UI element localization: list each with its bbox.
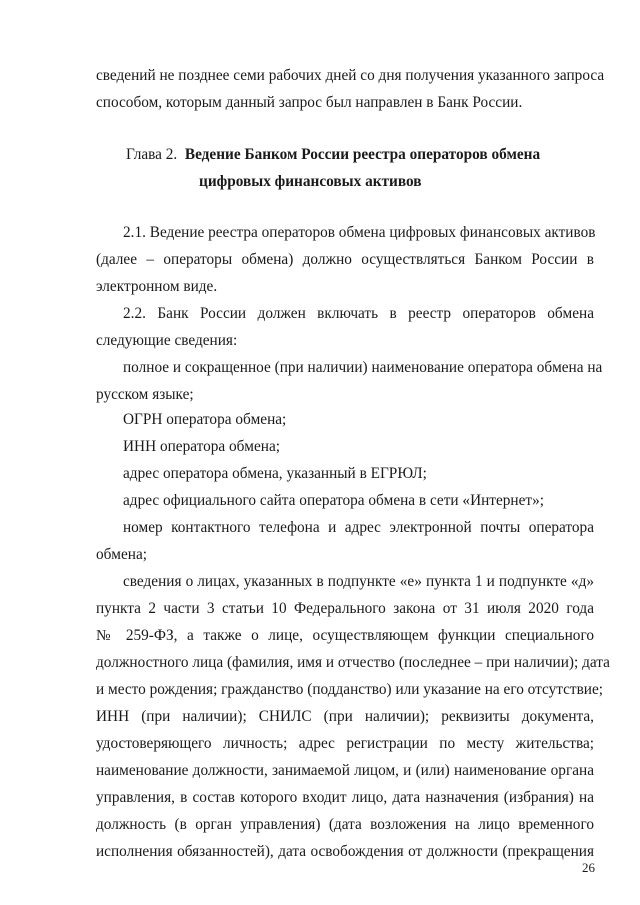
paragraph-line: (далее – операторы обмена) должно осуществляться Банком России в xyxy=(96,251,594,268)
paragraph-line: номер контактного телефона и адрес электронной почты оператора xyxy=(123,519,594,536)
paragraph-line: исполнения обязанностей), дата освобождения от должности (прекращения xyxy=(96,843,594,860)
intro-line-1: сведений не позднее семи рабочих дней со дня получения указанного запроса xyxy=(96,67,605,84)
paragraph-line: сведения о лицах, указанных в подпункте «е» пункта 1 и подпункте «д» xyxy=(123,573,594,590)
paragraph-line: и место рождения; гражданство (подданство) или указание на его отсутствие; xyxy=(96,681,604,698)
paragraph-line: № 259-ФЗ, а также о лице, осуществляющем функции специального xyxy=(96,627,594,644)
paragraph-line: должностного лица (фамилия, имя и отчество (последнее – при наличии); дата xyxy=(96,654,610,671)
page-number: 26 xyxy=(582,860,595,875)
paragraph-line: электронном виде. xyxy=(96,278,218,295)
paragraph-line: обмена; xyxy=(96,546,147,563)
paragraph-line: следующие сведения: xyxy=(96,332,238,349)
paragraph-line: полное и сокращенное (при наличии) наименование оператора обмена на xyxy=(123,359,603,376)
paragraph-line: должность (в орган управления) (дата возложения на лицо временного xyxy=(96,816,594,833)
chapter-title-line-1: Ведение Банком России реестра операторов обмена xyxy=(184,146,541,163)
paragraph-line: управления, в состав которого входит лицо, дата назначения (избрания) на xyxy=(96,789,594,806)
paragraph-line: ИНН (при наличии); СНИЛС (при наличии); реквизиты документа, xyxy=(96,708,594,725)
paragraph-line: 2.2. Банк России должен включать в реестр операторов обмена xyxy=(123,305,594,322)
intro-line-2: способом, которым данный запрос был направлен в Банк России. xyxy=(96,94,523,111)
paragraph-line: 2.1. Ведение реестра операторов обмена цифровых финансовых активов xyxy=(123,224,596,241)
chapter-title-line-2: цифровых финансовых активов xyxy=(199,173,422,190)
paragraph-line: адрес оператора обмена, указанный в ЕГРЮЛ; xyxy=(123,465,427,482)
paragraph-line: ИНН оператора обмена; xyxy=(123,438,281,455)
paragraph-line: русском языке; xyxy=(96,386,194,403)
paragraph-line: ОГРН оператора обмена; xyxy=(123,411,287,428)
paragraph-line: адрес официального сайта оператора обмена в сети «Интернет»; xyxy=(123,492,544,509)
paragraph-line: пункта 2 части 3 статьи 10 Федерального закона от 31 июля 2020 года xyxy=(96,600,594,617)
chapter-heading xyxy=(126,145,594,165)
paragraph-line: удостоверяющего личность; адрес регистрации по месту жительства; xyxy=(96,735,594,752)
paragraph-line: наименование должности, занимаемой лицом, и (или) наименование органа xyxy=(96,762,594,779)
chapter-label: Глава 2. xyxy=(126,146,178,163)
